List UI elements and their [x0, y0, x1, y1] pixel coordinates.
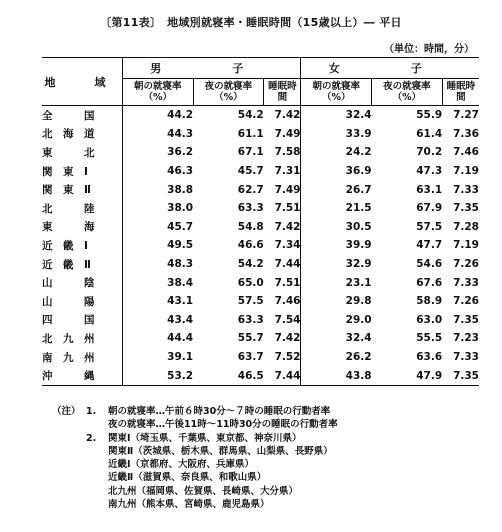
note-mark: （注） [52, 406, 81, 417]
male-value-cell: 44.3 [123, 125, 194, 144]
note-line: 近畿Ⅰ（京都府、大阪府、兵庫県） [108, 459, 255, 471]
header-col-morning-f: 朝の就寝率（%） [301, 79, 372, 106]
male-value-cell: 44.4 [123, 329, 194, 348]
note-mark [52, 485, 86, 498]
note-line: 朝の就寝率…午前６時30分～７時の睡眠の行動者率 [108, 406, 331, 417]
notes [52, 405, 338, 511]
female-value-cell: 7.33 [453, 183, 479, 196]
male-value-cell: 7.49 [274, 183, 301, 196]
note-mark [52, 418, 86, 431]
female-value-cell: 39.9 [301, 236, 372, 255]
female-value-cell: 63.6 [416, 351, 443, 364]
note-line: 関東Ⅱ（茨城県、栃木県、群馬県、山梨県、長野県） [108, 445, 333, 457]
male-value-cell: 45.7 [237, 165, 264, 178]
note-number [86, 485, 108, 498]
header-col-sleep-f: 睡眠時間 [442, 79, 479, 106]
header-col-morning-m: 朝の就寝率（%） [123, 79, 194, 106]
female-value-cell: 32.4 [301, 106, 372, 125]
note-mark [52, 432, 86, 445]
region-cell: 山 陰 [42, 277, 95, 290]
female-value-cell: 57.5 [416, 220, 443, 233]
female-value-cell: 47.3 [416, 165, 443, 178]
female-value-cell: 67.6 [416, 276, 443, 289]
male-value-cell: 65.0 [237, 276, 264, 289]
header-male: 男 子 [123, 58, 301, 79]
table-row [42, 218, 479, 237]
note-mark [52, 445, 86, 458]
region-cell: 関 東 Ⅰ [42, 165, 88, 178]
female-value-cell: 43.8 [301, 366, 372, 385]
table-title: 〔第11表〕 地域別就寝率・睡眠時間（15歳以上）― 平日 [100, 16, 402, 29]
region-cell: 山 陽 [42, 295, 95, 308]
female-value-cell: 26.7 [301, 180, 372, 199]
table-row [42, 143, 479, 162]
male-value-cell: 38.8 [123, 180, 194, 199]
table-row [42, 162, 479, 181]
table-body [42, 106, 479, 386]
male-value-cell: 7.42 [274, 109, 301, 122]
male-value-cell: 61.1 [237, 127, 264, 140]
header-region: 地 域 [42, 58, 123, 106]
note-number [86, 445, 108, 458]
female-value-cell: 29.0 [301, 311, 372, 330]
header-col-night-m: 夜の就寝率（%） [193, 79, 264, 106]
region-cell: 近 畿 Ⅰ [42, 239, 88, 252]
male-value-cell: 53.2 [123, 366, 194, 385]
note-line: 関東Ⅰ（埼玉県、千葉県、東京都、神奈川県） [108, 432, 302, 444]
table-row [42, 292, 479, 311]
region-cell: 北 九 州 [42, 332, 95, 345]
male-value-cell: 46.6 [237, 239, 264, 252]
male-value-cell: 54.2 [237, 258, 264, 271]
female-value-cell: 47.7 [416, 239, 443, 252]
male-value-cell: 46.3 [123, 162, 194, 181]
table-row [42, 125, 479, 144]
male-value-cell: 7.34 [274, 239, 301, 252]
table-row [42, 255, 479, 274]
male-value-cell: 7.52 [274, 351, 301, 364]
note-line: 北九州（福岡県、佐賀県、長崎県、大分県） [108, 485, 299, 497]
female-value-cell: 61.4 [416, 127, 443, 140]
note-line: 南九州（熊本県、宮崎県、鹿児島県） [108, 499, 270, 511]
male-value-cell: 44.2 [123, 106, 194, 125]
region-cell: 東 海 [42, 221, 95, 234]
male-value-cell: 7.49 [274, 127, 301, 140]
female-value-cell: 7.19 [453, 165, 479, 178]
male-value-cell: 39.1 [123, 348, 194, 367]
region-cell: 全 国 [42, 109, 95, 122]
male-value-cell: 67.1 [237, 146, 264, 159]
female-value-cell: 55.9 [416, 109, 443, 122]
female-value-cell: 63.1 [416, 183, 443, 196]
female-value-cell: 7.28 [453, 220, 479, 233]
female-value-cell: 7.33 [453, 351, 479, 364]
female-value-cell: 33.9 [301, 125, 372, 144]
female-value-cell: 54.6 [416, 258, 443, 271]
female-value-cell: 24.2 [301, 143, 372, 162]
region-cell: 沖 縄 [42, 366, 123, 385]
data-table [42, 57, 479, 386]
female-value-cell: 7.35 [453, 202, 479, 215]
region-cell: 北 陸 [42, 202, 95, 215]
male-value-cell: 55.7 [237, 332, 264, 345]
region-cell: 近 畿 Ⅱ [42, 258, 91, 271]
note-line: 夜の就寝率…午後11時～11時30分の睡眠の行動者率 [108, 419, 338, 431]
header-col-sleep-m: 睡眠時間 [264, 79, 301, 106]
male-value-cell: 7.51 [274, 276, 301, 289]
female-value-cell: 23.1 [301, 273, 372, 292]
female-value-cell: 63.0 [416, 313, 443, 326]
table-row [42, 348, 479, 367]
region-cell: 四 国 [42, 314, 95, 327]
male-value-cell: 43.1 [123, 292, 194, 311]
table-row [42, 273, 479, 292]
female-value-cell: 30.5 [301, 218, 372, 237]
note-mark [52, 498, 86, 511]
female-value-cell: 7.46 [453, 146, 479, 159]
male-value-cell: 7.44 [274, 258, 301, 271]
male-value-cell: 63.3 [237, 313, 264, 326]
female-value-cell: 47.9 [372, 366, 443, 385]
male-value-cell: 7.51 [274, 202, 301, 215]
note-number [86, 471, 108, 484]
female-value-cell: 58.9 [416, 295, 443, 308]
table-row [42, 311, 479, 330]
female-value-cell: 29.8 [301, 292, 372, 311]
note-mark [52, 471, 86, 484]
female-value-cell: 67.9 [416, 202, 443, 215]
note-line: 近畿Ⅱ（滋賀県、奈良県、和歌山県） [108, 472, 267, 484]
female-value-cell: 7.26 [453, 258, 479, 271]
male-value-cell: 38.4 [123, 273, 194, 292]
female-value-cell: 7.27 [453, 109, 479, 122]
table-row [42, 106, 479, 125]
female-value-cell: 36.9 [301, 162, 372, 181]
female-value-cell: 7.23 [453, 332, 479, 345]
female-value-cell: 7.35 [453, 313, 479, 326]
female-value-cell: 32.9 [301, 255, 372, 274]
note-number: 2. [86, 432, 97, 444]
note-number [86, 418, 108, 431]
male-value-cell: 45.7 [123, 218, 194, 237]
male-value-cell: 49.5 [123, 236, 194, 255]
male-value-cell: 54.2 [237, 109, 264, 122]
table-row [42, 180, 479, 199]
unit-label: （単位：時間，分） [384, 44, 474, 55]
female-value-cell: 70.2 [416, 146, 443, 159]
female-value-cell: 7.36 [453, 127, 479, 140]
table-row [42, 236, 479, 255]
male-value-cell: 7.42 [274, 332, 301, 345]
female-value-cell: 7.19 [453, 239, 479, 252]
female-value-cell: 7.26 [453, 295, 479, 308]
female-value-cell: 7.35 [442, 366, 479, 385]
male-value-cell: 54.8 [237, 220, 264, 233]
female-value-cell: 26.2 [301, 348, 372, 367]
male-value-cell: 7.54 [274, 313, 301, 326]
male-value-cell: 57.5 [237, 295, 264, 308]
male-value-cell: 38.0 [123, 199, 194, 218]
table-row [42, 366, 479, 385]
region-cell: 東 北 [42, 146, 95, 159]
male-value-cell: 63.7 [237, 351, 264, 364]
male-value-cell: 46.5 [193, 366, 264, 385]
male-value-cell: 48.3 [123, 255, 194, 274]
male-value-cell: 7.42 [274, 220, 301, 233]
female-value-cell: 55.5 [416, 332, 443, 345]
table-row [42, 329, 479, 348]
male-value-cell: 62.7 [237, 183, 264, 196]
male-value-cell: 7.44 [264, 366, 301, 385]
note-number: 1. [86, 406, 97, 417]
header-col-night-f: 夜の就寝率（%） [372, 79, 443, 106]
male-value-cell: 43.4 [123, 311, 194, 330]
male-value-cell: 36.2 [123, 143, 194, 162]
note-number [86, 498, 108, 511]
region-cell: 関 東 Ⅱ [42, 184, 91, 197]
female-value-cell: 7.33 [453, 276, 479, 289]
female-value-cell: 32.4 [301, 329, 372, 348]
male-value-cell: 7.31 [274, 165, 301, 178]
male-value-cell: 63.3 [237, 202, 264, 215]
male-value-cell: 7.58 [274, 146, 301, 159]
header-female: 女 子 [301, 58, 479, 79]
male-value-cell: 7.46 [274, 295, 301, 308]
note-number [86, 458, 108, 471]
region-cell: 南 九 州 [42, 351, 95, 364]
table-row [42, 199, 479, 218]
region-cell: 北 海 道 [42, 128, 95, 141]
female-value-cell: 21.5 [301, 199, 372, 218]
note-mark [52, 458, 86, 471]
